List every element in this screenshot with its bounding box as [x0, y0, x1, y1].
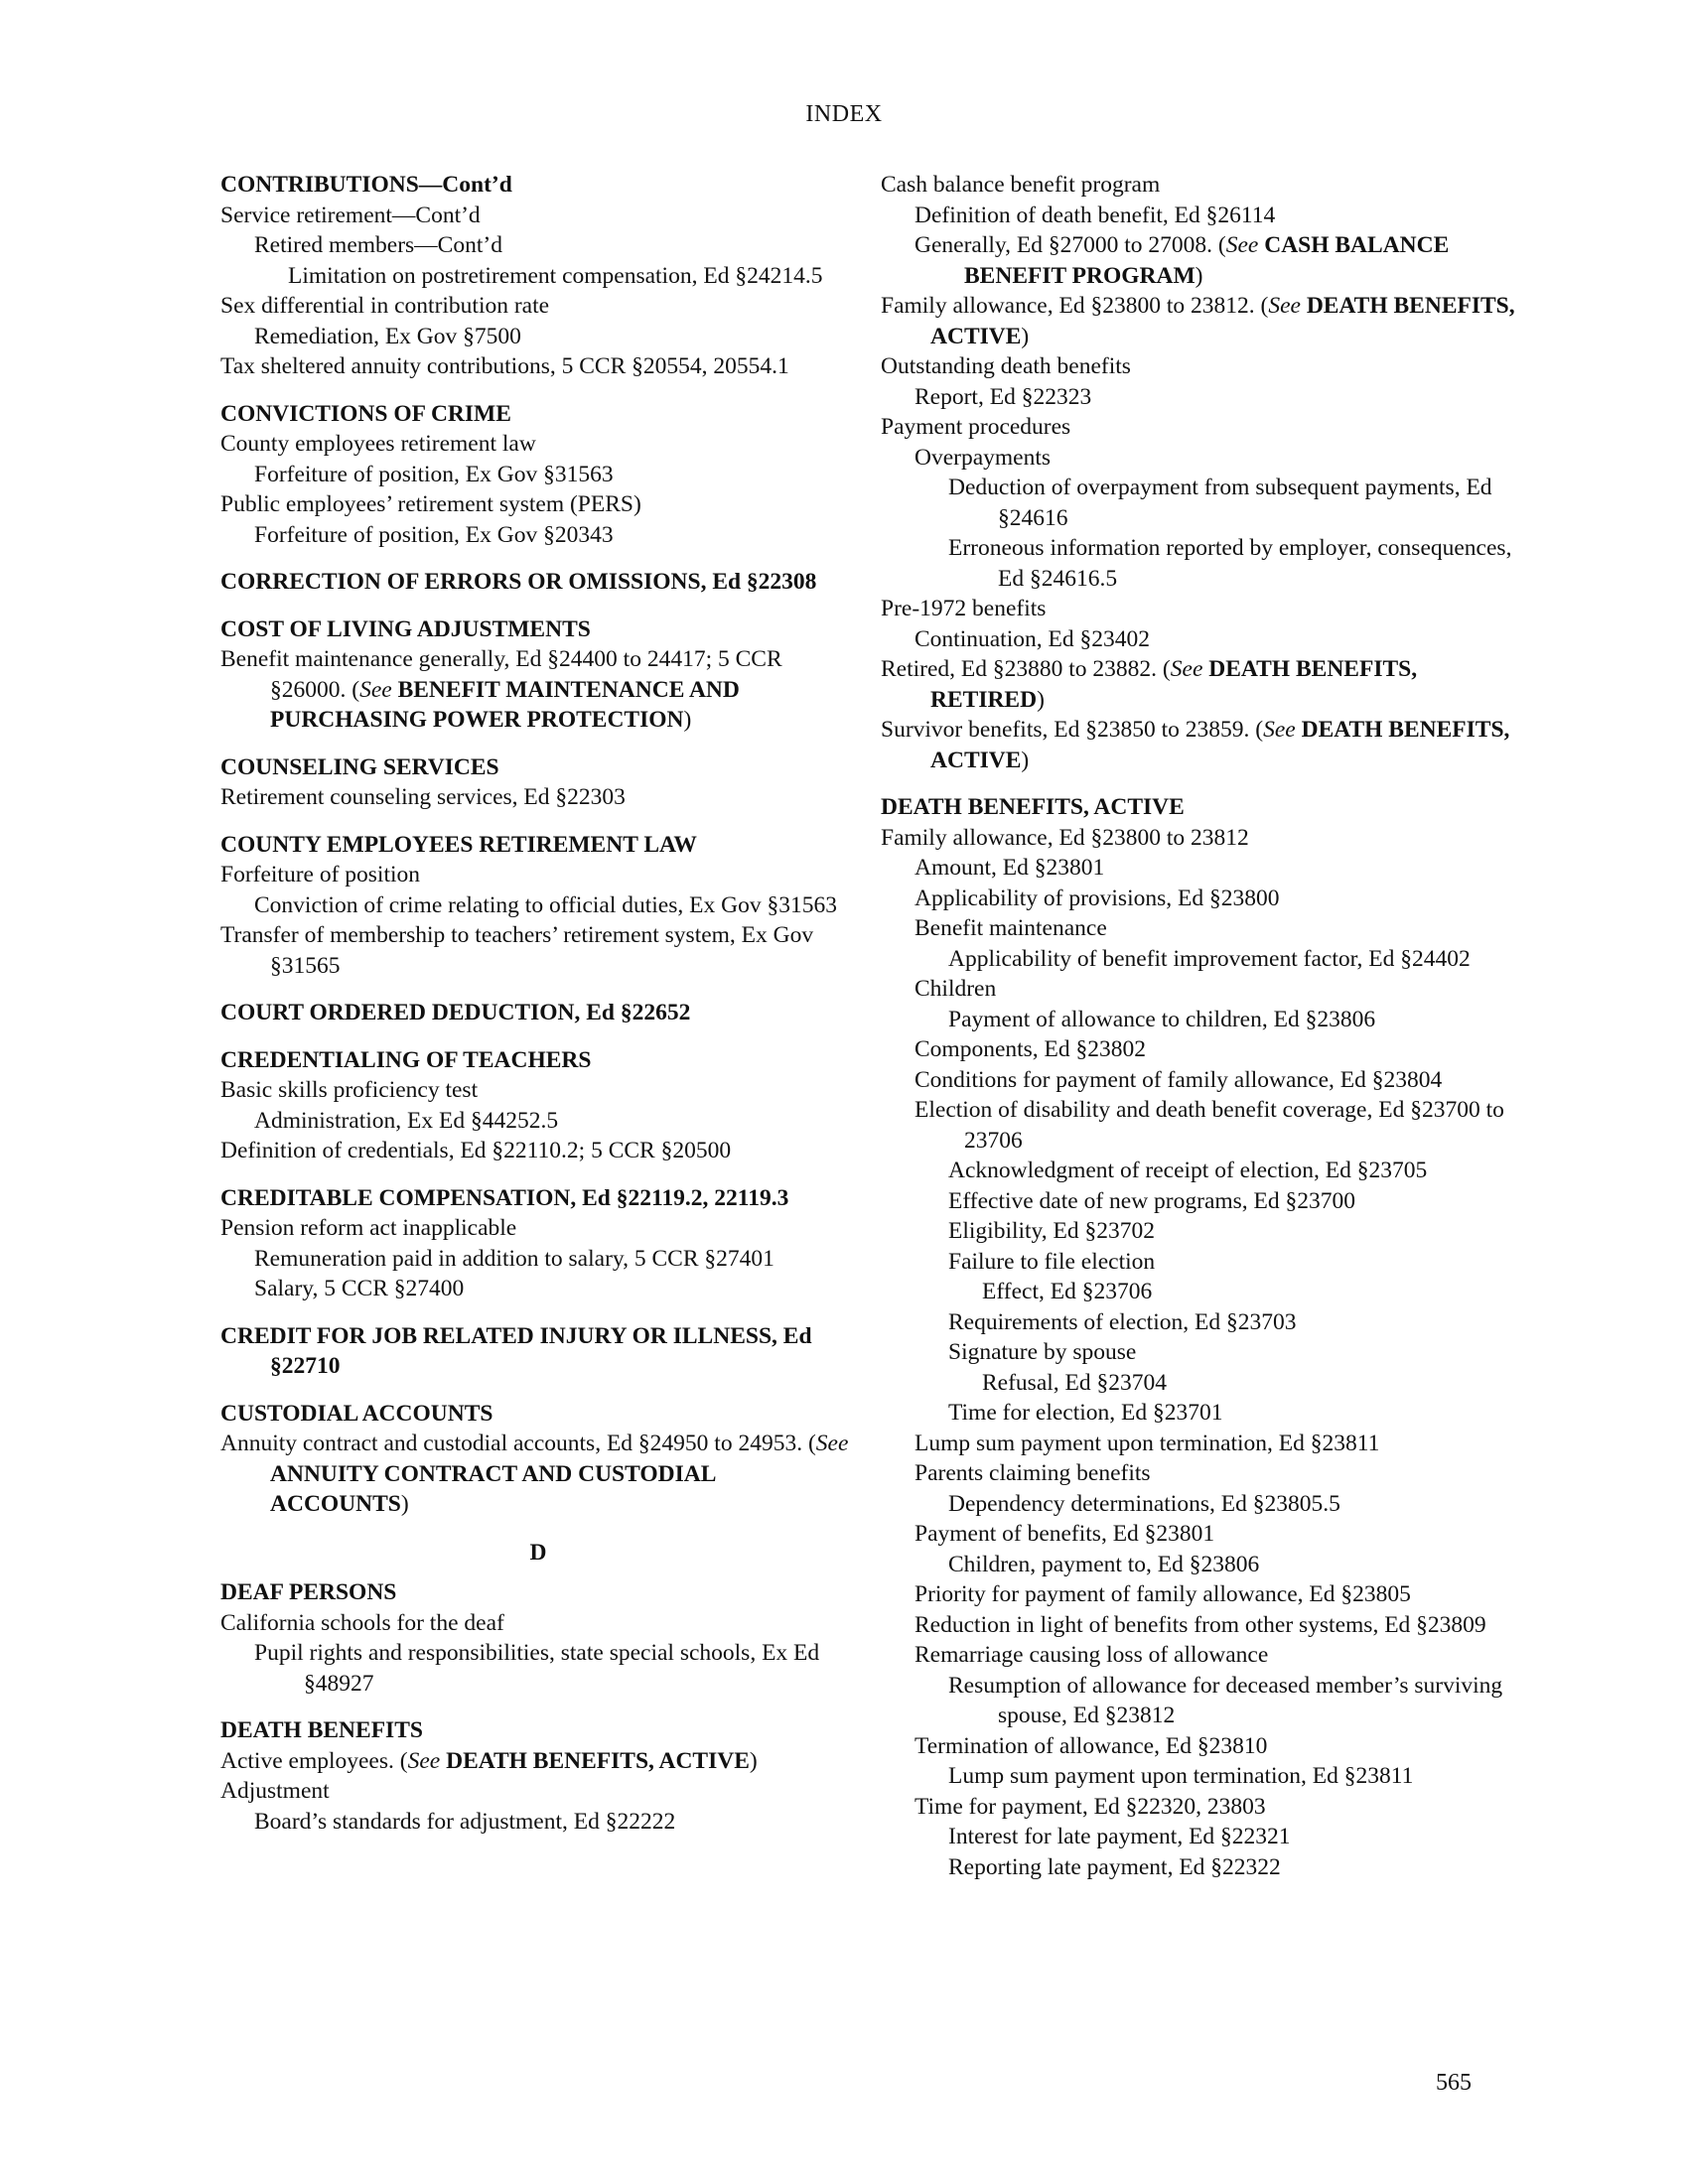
index-heading: COST OF LIVING ADJUSTMENTS: [220, 615, 591, 642]
index-heading: CUSTODIAL ACCOUNTS: [220, 1400, 493, 1427]
closing-paren: ): [1021, 323, 1030, 349]
cross-reference: DEATH BENEFITS, RETIRED: [930, 656, 1418, 713]
index-entry: Retirement counseling services, Ed §22303: [220, 784, 626, 810]
index-entry: Retired members—Cont’d: [254, 232, 502, 258]
index-entry: Pension reform act inapplicable: [220, 1215, 517, 1241]
see-reference-label: See: [407, 1747, 441, 1774]
entry-text: Generally, Ed §27000 to 27008. (: [914, 232, 1226, 258]
index-entry: Time for election, Ed §23701: [948, 1400, 1223, 1426]
index-entry: Components, Ed §23802: [914, 1036, 1147, 1062]
see-reference-label: See: [1263, 717, 1296, 743]
index-entry: Dependency determinations, Ed §23805.5: [948, 1490, 1340, 1517]
index-entry: Basic skills proficiency test: [220, 1077, 479, 1103]
index-entry: Requirements of election, Ed §23703: [948, 1308, 1297, 1335]
index-entry: Reduction in light of benefits from other systems, Ed §23809: [914, 1611, 1486, 1638]
index-entry: Adjustment: [220, 1778, 330, 1804]
closing-paren: ): [749, 1747, 758, 1774]
index-entry: Remuneration paid in addition to salary, 5 CCR §27401: [254, 1245, 774, 1272]
index-entry: Outstanding death benefits: [881, 353, 1131, 379]
index-entry: [881, 715, 1516, 775]
index-entry: Overpayments: [914, 444, 1052, 471]
index-entry: Cash balance benefit program: [881, 172, 1161, 198]
index-entry: Acknowledgment of receipt of election, Ed §23705: [948, 1158, 1428, 1183]
entry-text: Family allowance, Ed §23800 to 23812. (: [881, 293, 1269, 319]
index-heading: CORRECTION OF ERRORS OR OMISSIONS, Ed §22308: [220, 569, 817, 595]
index-heading: CONVICTIONS OF CRIME: [220, 400, 511, 427]
entry-text: Survivor benefits, Ed §23850 to 23859. (: [881, 717, 1264, 743]
entry-text: Benefit maintenance generally, Ed §24400 to 24417; 5 CCR §26000. (: [220, 646, 782, 703]
index-entry: [220, 644, 856, 736]
index-entry: [881, 230, 1516, 291]
index-entry: Termination of allowance, Ed §23810: [914, 1732, 1268, 1759]
index-entry: Limitation on postretirement compensation, Ed §24214.5: [288, 262, 823, 289]
index-entry: Forfeiture of position, Ex Gov §20343: [254, 521, 614, 548]
index-entry: Remarriage causing loss of allowance: [914, 1642, 1269, 1668]
index-entry: Remediation, Ex Gov §7500: [254, 323, 521, 349]
index-entry: Eligibility, Ed §23702: [948, 1218, 1156, 1244]
see-reference-label: See: [359, 676, 392, 703]
index-entry: Administration, Ex Ed §44252.5: [254, 1107, 559, 1134]
index-entry: Interest for late payment, Ed §22321: [948, 1824, 1291, 1849]
index-entry: [220, 1429, 856, 1520]
entry-text: Retired, Ed §23880 to 23882. (: [881, 656, 1171, 682]
index-entry: Applicability of provisions, Ed §23800: [914, 885, 1280, 911]
see-reference-label: See: [1268, 293, 1301, 319]
closing-paren: ): [400, 1491, 409, 1517]
index-column-left: [220, 170, 856, 1837]
index-entry: [220, 1746, 856, 1777]
index-entry: Public employees’ retirement system (PERS): [220, 491, 641, 517]
index-heading: CREDIT FOR JOB RELATED INJURY OR ILLNESS, Ed §22710: [220, 1322, 812, 1379]
index-entry: Amount, Ed §23801: [914, 855, 1105, 881]
index-entry: Effect, Ed §23706: [982, 1279, 1153, 1304]
index-entry: Family allowance, Ed §23800 to 23812: [881, 824, 1249, 851]
index-entry: Transfer of membership to teachers’ retirement system, Ex Gov §31565: [220, 922, 814, 979]
index-heading: COUNSELING SERVICES: [220, 753, 499, 780]
index-entry: Payment of allowance to children, Ed §23806: [948, 1006, 1376, 1032]
closing-paren: ): [1037, 686, 1045, 713]
see-reference-label: See: [815, 1431, 849, 1456]
index-heading: DEATH BENEFITS, ACTIVE: [881, 794, 1185, 820]
cross-reference: DEATH BENEFITS, ACTIVE: [446, 1747, 750, 1774]
closing-paren: ): [1195, 262, 1203, 289]
index-heading: COURT ORDERED DEDUCTION, Ed §22652: [220, 1000, 691, 1025]
index-entry: [881, 291, 1516, 351]
index-heading: DEATH BENEFITS: [220, 1717, 423, 1743]
index-entry: Conditions for payment of family allowance, Ed §23804: [914, 1066, 1443, 1093]
section-letter: D: [529, 1539, 547, 1566]
index-entry: Tax sheltered annuity contributions, 5 CCR §20554, 20554.1: [220, 353, 789, 379]
index-entry: Definition of credentials, Ed §22110.2; 5 CCR §20500: [220, 1138, 732, 1163]
index-entry: Pupil rights and responsibilities, state special schools, Ex Ed §48927: [254, 1640, 820, 1697]
see-reference-label: See: [1170, 656, 1203, 682]
index-entry: Forfeiture of position, Ex Gov §31563: [254, 461, 614, 487]
cross-reference: CASH BALANCE BENEFIT PROGRAM: [964, 232, 1450, 289]
index-entry: Lump sum payment upon termination, Ed §23811: [914, 1430, 1380, 1456]
index-entry: County employees retirement law: [220, 431, 536, 457]
index-entry: Sex differential in contribution rate: [220, 293, 550, 319]
index-heading: COUNTY EMPLOYEES RETIREMENT LAW: [220, 831, 697, 858]
index-entry: [881, 654, 1516, 715]
index-entry: Benefit maintenance: [914, 915, 1107, 941]
index-heading: DEAF PERSONS: [220, 1579, 397, 1605]
cross-reference: ANNUITY CONTRACT AND CUSTODIAL ACCOUNTS: [270, 1460, 716, 1517]
closing-paren: ): [683, 707, 692, 733]
cross-reference: DEATH BENEFITS, ACTIVE: [930, 717, 1510, 773]
page-header-title: INDEX: [805, 101, 883, 127]
index-entry: Erroneous information reported by employer, consequences, Ed §24616.5: [948, 535, 1512, 592]
see-reference-label: See: [1225, 232, 1259, 258]
index-entry: Election of disability and death benefit coverage, Ed §23700 to 23706: [914, 1097, 1504, 1154]
entry-text: Annuity contract and custodial accounts, Ed §24950 to 24953. (: [220, 1431, 816, 1456]
index-entry: Parents claiming benefits: [914, 1460, 1151, 1486]
index-entry: Resumption of allowance for deceased member’s surviving spouse, Ed §23812: [948, 1672, 1503, 1728]
index-heading: CREDITABLE COMPENSATION, Ed §22119.2, 22119.3: [220, 1184, 789, 1211]
index-entry: Pre-1972 benefits: [881, 596, 1047, 621]
index-entry: Failure to file election: [948, 1248, 1156, 1275]
index-entry: Children: [914, 976, 997, 1002]
index-entry: Priority for payment of family allowance, Ed §23805: [914, 1581, 1411, 1607]
cross-reference: BENEFIT MAINTENANCE AND PURCHASING POWER PROTECTION: [270, 676, 740, 733]
index-column-right: [881, 170, 1516, 1882]
index-entry: Time for payment, Ed §22320, 23803: [914, 1793, 1266, 1820]
index-entry: Conviction of crime relating to official duties, Ex Gov §31563: [254, 891, 837, 918]
index-entry: California schools for the deaf: [220, 1609, 504, 1636]
index-entry: Report, Ed §22323: [914, 383, 1092, 410]
index-entry: Signature by spouse: [948, 1339, 1137, 1365]
index-entry: Service retirement—Cont’d: [220, 202, 481, 228]
index-entry: Deduction of overpayment from subsequent payments, Ed §24616: [948, 475, 1492, 531]
index-entry: Forfeiture of position: [220, 862, 421, 887]
index-entry: Payment procedures: [881, 414, 1071, 440]
index-entry: Salary, 5 CCR §27400: [254, 1276, 465, 1301]
index-entry: Definition of death benefit, Ed §26114: [914, 202, 1276, 228]
index-entry: Continuation, Ed §23402: [914, 625, 1150, 652]
index-heading: CREDENTIALING OF TEACHERS: [220, 1046, 592, 1073]
index-entry: Refusal, Ed §23704: [982, 1369, 1168, 1396]
index-heading: CONTRIBUTIONS—Cont’d: [220, 172, 512, 198]
entry-text: Active employees. (: [220, 1747, 408, 1774]
index-entry: Board’s standards for adjustment, Ed §22222: [254, 1808, 676, 1835]
index-entry: Children, payment to, Ed §23806: [948, 1551, 1260, 1577]
index-entry: Reporting late payment, Ed §22322: [948, 1853, 1281, 1880]
page-number: 565: [1436, 2070, 1472, 2096]
index-entry: Applicability of benefit improvement factor, Ed §24402: [948, 945, 1471, 972]
index-entry: Effective date of new programs, Ed §23700: [948, 1187, 1356, 1214]
cross-reference: DEATH BENEFITS, ACTIVE: [930, 293, 1515, 349]
index-entry: Payment of benefits, Ed §23801: [914, 1521, 1215, 1547]
index-entry: Lump sum payment upon termination, Ed §23811: [948, 1763, 1414, 1789]
closing-paren: ): [1021, 747, 1030, 773]
